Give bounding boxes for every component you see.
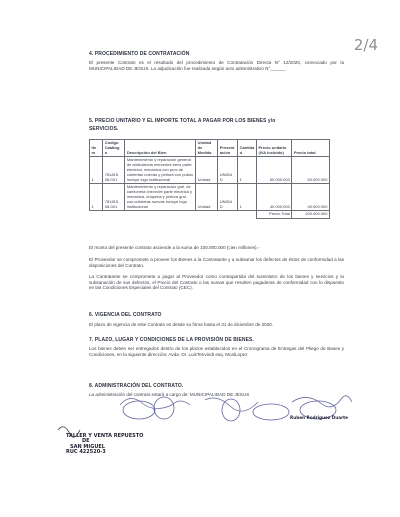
header-precio-unitario: Precio unitario (IVA incluido)	[256, 140, 291, 157]
cell-presentacion: UNIDA D	[218, 157, 238, 184]
header-unidad: Unidad de Medida	[196, 140, 218, 157]
section-4-body: El presente Contrato es el resultado del procedimiento de Contratación Directa N° 12/2020, convocado por la MUNICIPALIDAD DE JESUS. La adjudicación fue realizada según acto administrativo N°______	[89, 60, 344, 71]
cell-presentacion: UNIDA D	[218, 184, 238, 211]
cell-unidad: Unidad	[196, 157, 218, 184]
cell-codigo: 781815 08-001	[103, 184, 125, 211]
header-descripcion: Descripción del Bien	[125, 140, 196, 157]
cell-descripcion: Mantenimiento y reparación general de ambulancia mercedes benz parte electrica, mecanica con prov de cubiertas nuevas y pintura con pulido incluye logo institucional	[125, 157, 196, 184]
cell-unidad: Unidad	[196, 184, 218, 211]
section-8-title: 8. ADMINISTRACIÓN DEL CONTRATO.	[89, 383, 184, 389]
section-7-title: 7. PLAZO, LUGAR Y CONDICIONES DE LA PROVISIÓN DE BIENES.	[89, 337, 254, 343]
section-5-title-line1: 5. PRECIO UNITARIO Y EL IMPORTE TOTAL A PAGAR POR LOS BIENES y/o	[89, 118, 276, 124]
monto-paragraph: El monto del presente contrato asciende a la suma de 100.000.000 (cien millones).-	[89, 245, 260, 250]
total-value: 100.000.000	[292, 211, 330, 219]
total-label: Precio Total	[256, 211, 291, 219]
section-5-title-line2: SERVICIOS.	[89, 126, 119, 132]
stamp-line3: SAN MIGUEL	[70, 443, 105, 450]
cell-cantidad: 1	[238, 184, 257, 211]
stamp-line2: DE	[82, 438, 90, 445]
section-7-body: Los bienes deben ser entregados dentro de los plazos establecidos en el Cronograma de Entregas del Pliego de Bases y Condiciones, en la siguiente dirección; Avda. Dr. LuisTenvindt esq. McalLopez	[89, 346, 344, 357]
section-8-body: La administración del contrato estará a cargo de: MUNICIPALIDAD DE JESUS	[89, 392, 250, 397]
cell-item: 1	[90, 184, 103, 211]
cell-item: 1	[90, 157, 103, 184]
header-precio-total: Precio total	[292, 140, 330, 157]
header-cantidad: Cantida d	[238, 140, 257, 157]
cell-descripcion: Mantenimiento y reparación gral. de camioneta chevrolet parte electrica y mecanica, chaperia y pintura gral. con cubiertas nuevas incluye logo institucional	[125, 184, 196, 211]
section-6-body: El plazo de vigencia de este Contrato es desde su firma hasta el 31 de diciembre de 2020.	[89, 322, 274, 327]
proveedor-paragraph: El Proveedor se compromete a proveer los Bienes a la Contratante y a subsanar los defectos de éstos de conformidad a las disposiciones del Contrato.	[89, 257, 344, 268]
cell-codigo: 781815 08-001	[103, 157, 125, 184]
signer-name: Ruben Rodriguez Duarte	[290, 415, 348, 420]
header-codigo: Código Catálog o	[103, 140, 125, 157]
cell-cantidad: 1	[238, 157, 257, 184]
header-presentacion: Present ación	[218, 140, 238, 157]
contratante-paragraph: La Contratante se compromete a pagar al Proveedor como contrapartida del suministro de los bienes y servicios y la subsanación de sus defectos, el Precio del Contrato o las sumas que resulten pagaderas de conformidad con lo dispuesto en las Condiciones Especiales del Contrato (CEC).	[89, 274, 344, 291]
section-4-title: 4. PROCEDIMIENTO DE CONTRATACIÓN	[89, 51, 190, 57]
header-item: Ite m	[90, 140, 103, 157]
page-indicator: 2/4	[353, 36, 378, 54]
cell-precio-total: 60.000.000	[292, 157, 330, 184]
company-stamp	[66, 433, 144, 456]
cell-precio-total: 40.000.000	[292, 184, 330, 211]
cell-precio-unitario: 60.000.000	[256, 157, 291, 184]
stamp-line1: TALLER Y VENTA REPUESTO	[66, 433, 144, 439]
section-6-title: 6. VIGENCIA DEL CONTRATO	[89, 312, 162, 318]
cell-precio-unitario: 40.000.000	[256, 184, 291, 211]
stamp-line4: RUC 422520-3	[66, 449, 106, 456]
